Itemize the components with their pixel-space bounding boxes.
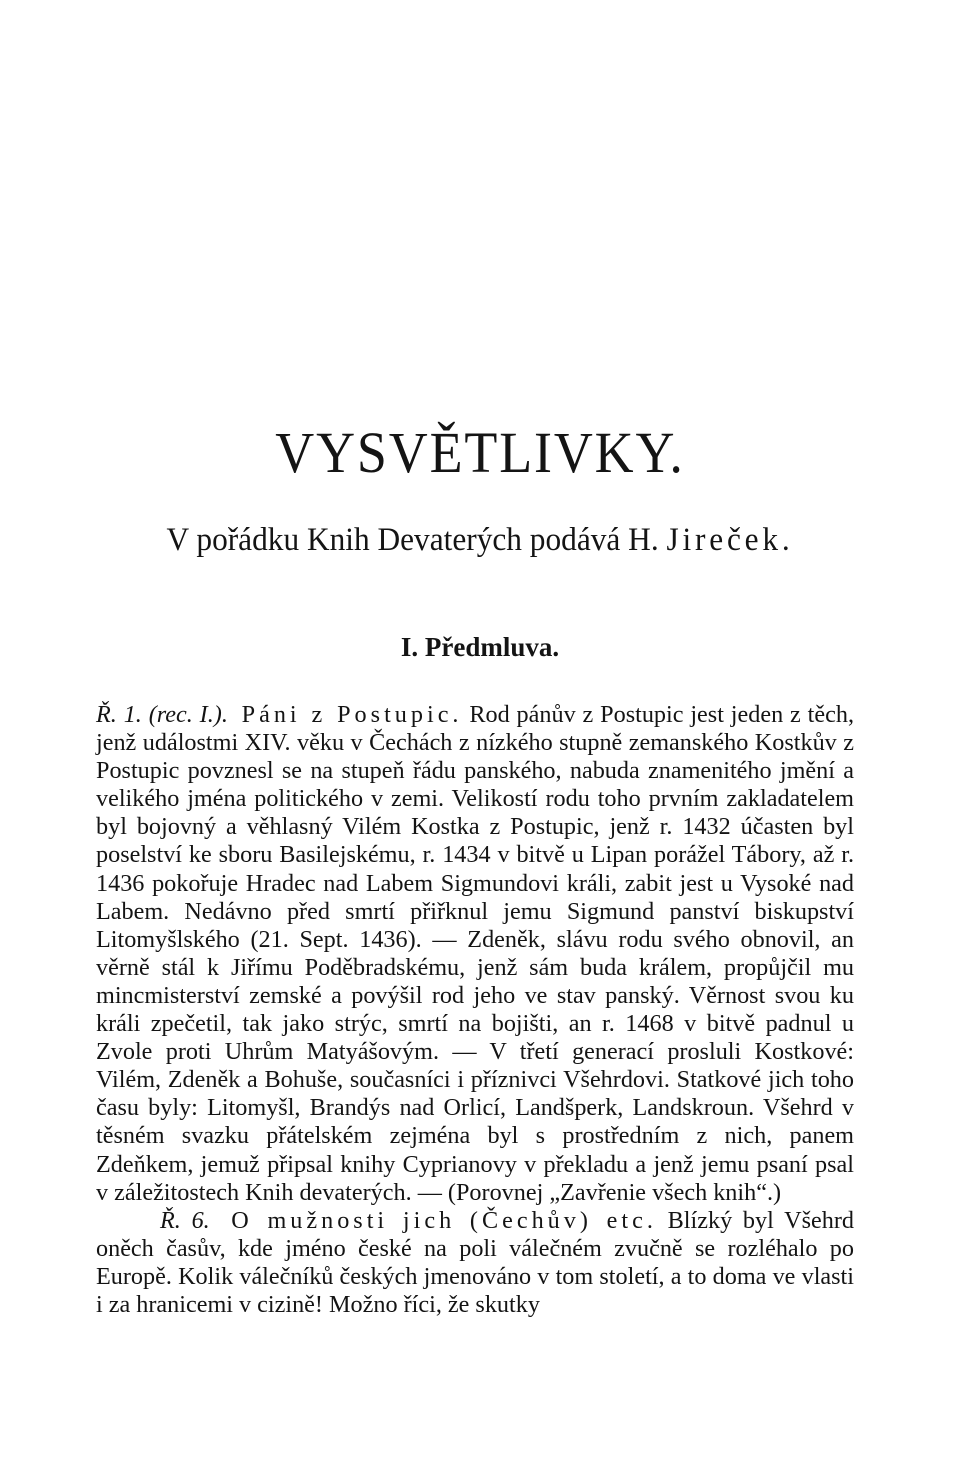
paragraph-text: Rod pánův z Postupic jest jeden z těch, jenž událostmi XIV. věku v Čechách z nízkého stupně zemanského Kostkův z Postupic povznesl se na stupeň řádu panského, nabuda znamenitého jmění a velikého jména politického v zemi. Velikostí rodu toho prvním zakladatelem byl bojovný a věhlasný Vilém Kostka z Postupic, jenž r. 1432 účasten byl poselství ke sboru Basilejskému, r. 1434 v bitvě u Lipan porážel Tábory, až r. 1436 pokořuje Hradec nad Labem Sigmundovi králi, zabit jest u Vysoké nad Labem. Nedávno před smrtí přiřknul jemu Sigmund panství biskupství Litomyšlského (21. Sept. 1436). — Zdeněk, slávu rodu svého obnovil, an věrně stál k Jiřímu Poděbradskému, jenž sám buda králem, propůjčil mu mincmisterství zemské a povýšil rod jeho ve stav panský. Věrnost svou ku králi zpečetil, tak jako strýc, smrtí na bojišti, an r. 1468 v bitvě padnul u Zvole proti Uhrům Matyášovým. — V třetí generací prosluli Kostkové: Vilém, Zdeněk a Bohuše, současníci i příznivci Všehrdovi. Statkové jich toho času byly: Litomyšl, Brandýs nad Orlicí, Landšperk, Landskroun. Všehrd v těsném svazku přátelském zejména byl s prostředním z nich, panem Zdeňkem, jemuž připsal knihy Cyprianovy v překladu a jenž jemu psaní psal v záležitostech Knih devaterých. — (Porovnej „Zavřenie všech knih“.) [96, 701, 854, 1206]
subtitle-lead: V pořádku Knih Devaterých podává H. [166, 522, 659, 558]
paragraph-text: Blízký byl Všehrd oněch časův, kde jméno české na poli válečném zvučně se rozléhalo po Europě. Kolik válečníků českých jmenováno v tom století, a to doma ve vlasti i za hranicemi v cizině! Možno říci, že skutky [96, 1206, 855, 1318]
line-reference: Ř. 1. (rec. I.). [96, 701, 228, 728]
section-heading: I. Předmluva. [400, 632, 560, 662]
lemma: Páni z Postupic. [241, 701, 463, 728]
body-text [96, 701, 854, 1319]
subtitle-author: Jireček. [666, 522, 794, 558]
paragraph [96, 701, 854, 1207]
subtitle [24, 518, 936, 562]
line-reference: Ř. 6. [160, 1206, 210, 1234]
lemma: O mužnosti jich (Čechův) etc. [231, 1206, 657, 1234]
page-title: VYSVĚTLIVKY. [275, 420, 685, 485]
paragraph [96, 1207, 854, 1319]
